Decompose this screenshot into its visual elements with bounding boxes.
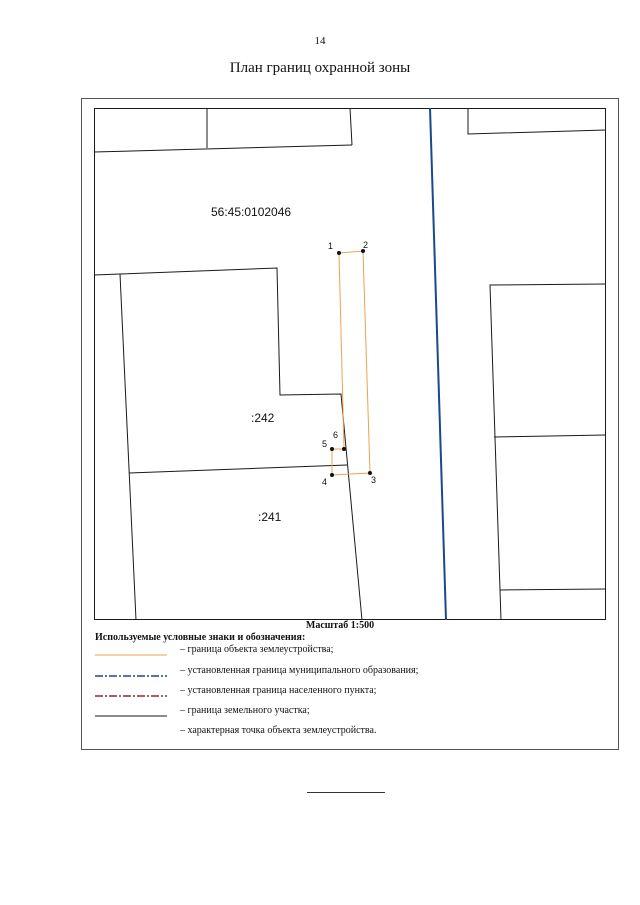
object-boundary-swatch — [95, 643, 167, 657]
legend-item-object-boundary — [95, 643, 595, 657]
point-label-1: 1 — [328, 241, 334, 251]
parcel-boundary — [129, 465, 347, 473]
point-1-marker — [337, 251, 341, 255]
settlement-boundary-swatch — [95, 684, 167, 698]
point-6-marker — [342, 447, 346, 451]
parcel-boundary — [350, 108, 352, 145]
parcel-boundaries — [94, 108, 606, 620]
legend-item-label: – установленная граница населенного пункта; — [180, 685, 377, 696]
legend-item-label: – граница объекта землеустройства; — [180, 644, 334, 655]
parcel-boundary-swatch — [95, 704, 167, 718]
characteristic-point-swatch — [95, 724, 167, 738]
point-4-marker — [330, 473, 334, 477]
parcel-boundary — [94, 274, 120, 275]
parcel-boundary — [94, 145, 352, 152]
municipal-boundary-swatch — [95, 664, 167, 678]
legend-item-characteristic-point — [95, 724, 595, 738]
parcel-boundary — [120, 274, 136, 620]
object-boundary — [332, 251, 370, 475]
legend-item-settlement-boundary — [95, 684, 595, 698]
page-title: План границ охранной зоны — [229, 60, 411, 76]
parcel-label-242: :242 — [251, 411, 275, 425]
legend-item-label: – характерная точка объекта землеустройства. — [180, 725, 377, 736]
map — [94, 108, 606, 620]
map-frame — [95, 109, 606, 620]
legend-item-municipal-boundary — [95, 664, 595, 678]
characteristic-points — [330, 249, 372, 477]
point-label-3: 3 — [371, 475, 377, 485]
point-label-5: 5 — [322, 439, 328, 449]
parcel-boundary — [494, 435, 606, 437]
parcel-label-241: :241 — [258, 510, 282, 524]
scale-label: Масштаб 1:500 — [305, 620, 375, 631]
point-label-4: 4 — [322, 477, 328, 487]
parcel-boundary — [500, 589, 606, 590]
legend-title: Используемые условные знаки и обозначения: — [95, 632, 306, 643]
municipal-boundary — [430, 108, 446, 620]
legend-item-label: – установленная граница муниципального образования; — [180, 665, 419, 676]
page-number: 14 — [314, 35, 326, 47]
point-label-6: 6 — [333, 430, 339, 440]
cadastral-quarter-label: 56:45:0102046 — [211, 205, 292, 219]
parcel-boundary — [490, 284, 606, 620]
legend-item-parcel-boundary — [95, 704, 595, 718]
parcel-boundary — [468, 108, 606, 134]
point-5-marker — [330, 447, 334, 451]
legend-item-label: – граница земельного участка; — [180, 705, 310, 716]
point-label-2: 2 — [363, 240, 369, 250]
bottom-divider — [307, 792, 385, 793]
